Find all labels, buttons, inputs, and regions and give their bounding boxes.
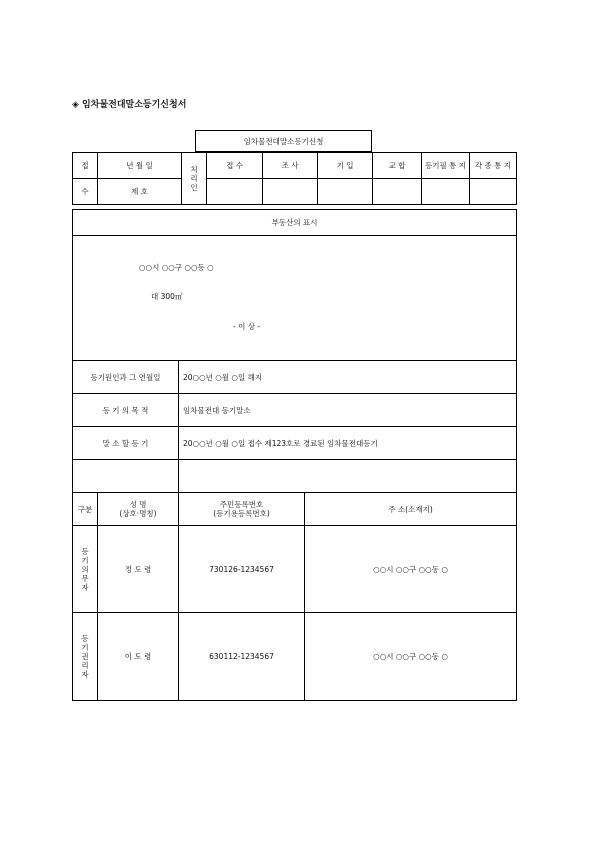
- blank-row-label: [73, 460, 179, 493]
- receipt-date-label: 년 월 일: [98, 153, 182, 179]
- holder-role: 등 기 권 리 자: [73, 613, 98, 701]
- cell-registration-notice-empty[interactable]: [422, 179, 470, 205]
- receipt-jeop-label: 접: [73, 153, 98, 179]
- receipt-table: [72, 152, 517, 205]
- cause-date-value[interactable]: 20○○년 ○월 ○일 해지: [179, 361, 517, 394]
- document-title: ◈ 임차물전대말소등기신청서: [72, 100, 187, 110]
- col-receipt: 접 수: [207, 153, 263, 179]
- obligor-address[interactable]: ○○시 ○○구 ○○동 ○: [305, 526, 517, 613]
- cancel-registration-value[interactable]: 20○○년 ○월 ○일 접수 제123호로 경료된 임차물전대등기: [179, 427, 517, 460]
- holder-id[interactable]: 630112-1234567: [179, 613, 305, 701]
- obligor-name[interactable]: 정 도 령: [98, 526, 179, 613]
- name-header: 성 명 (상호·명칭): [98, 493, 179, 526]
- receipt-su-label: 수: [73, 179, 98, 205]
- cell-entry-empty[interactable]: [318, 179, 373, 205]
- gubun-header: 구분: [73, 493, 98, 526]
- cell-inspection-empty[interactable]: [263, 179, 318, 205]
- receipt-number-label: 제 호: [98, 179, 182, 205]
- col-collation: 교 합: [373, 153, 422, 179]
- blank-row-value[interactable]: [179, 460, 517, 493]
- property-address: ○○시 ○○구 ○○동 ○: [139, 263, 214, 272]
- col-inspection: 조 사: [263, 153, 318, 179]
- property-area: 대 300㎡: [151, 292, 183, 301]
- purpose-label: 등 기 의 목 적: [73, 394, 179, 427]
- cell-collation-empty[interactable]: [373, 179, 422, 205]
- holder-name[interactable]: 이 도 령: [98, 613, 179, 701]
- property-description: [73, 236, 517, 361]
- cancel-registration-label: 말 소 할 등 기: [73, 427, 179, 460]
- id-number-header: 주민등록번호 (등기용등록번호): [179, 493, 305, 526]
- processor-label: 처 리 인: [182, 153, 207, 205]
- obligor-id[interactable]: 730126-1234567: [179, 526, 305, 613]
- application-header-box: 임차물전대말소등기신청: [195, 130, 372, 152]
- col-entry: 기 입: [318, 153, 373, 179]
- address-header: 주 소(소재지): [305, 493, 517, 526]
- purpose-value[interactable]: 임차물전대 등기말소: [179, 394, 517, 427]
- col-registration-notice: 등기필 통 지: [422, 153, 470, 179]
- main-table: [72, 209, 517, 701]
- col-various-notice: 각 종 통 지: [470, 153, 517, 179]
- cell-receipt-empty[interactable]: [207, 179, 263, 205]
- obligor-role: 등 기 의 무 자: [73, 526, 98, 613]
- cause-date-label: 등기원인과 그 연월일: [73, 361, 179, 394]
- cell-various-notice-empty[interactable]: [470, 179, 517, 205]
- holder-address[interactable]: ○○시 ○○구 ○○동 ○: [305, 613, 517, 701]
- property-heading: 부동산의 표시: [73, 210, 517, 236]
- property-end-mark: - 이 상 -: [233, 322, 261, 331]
